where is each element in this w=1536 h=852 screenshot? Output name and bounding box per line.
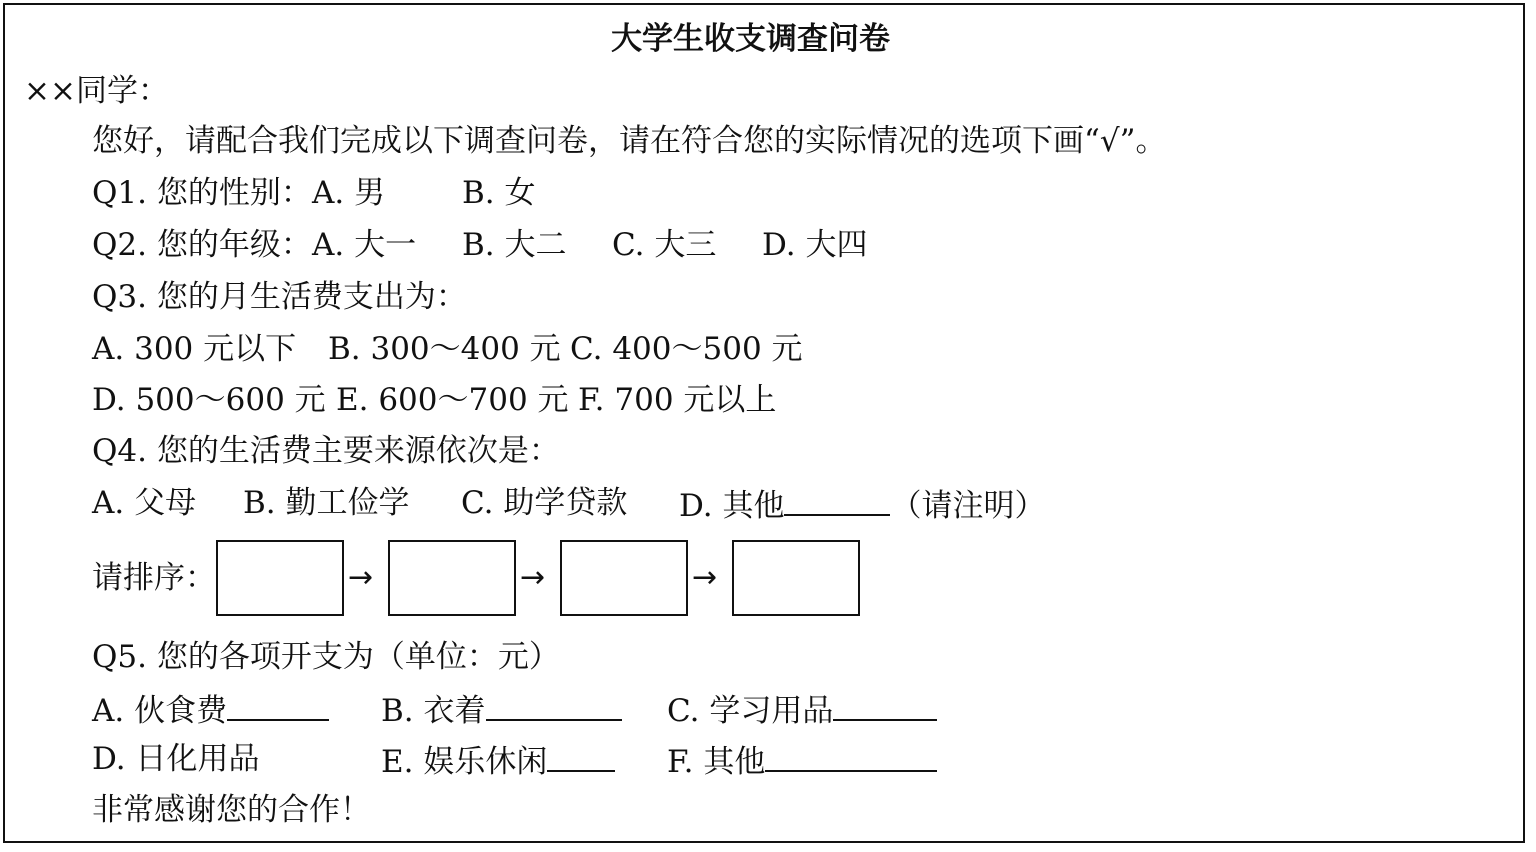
sort-box-4[interactable] bbox=[732, 540, 860, 616]
q5-item-e bbox=[381, 740, 615, 781]
sort-box-2[interactable] bbox=[388, 540, 516, 616]
greeting: ××同学： bbox=[24, 73, 169, 109]
q5-item-a-blank[interactable] bbox=[227, 689, 329, 721]
q5-item-a-label: A. 伙食费 bbox=[92, 693, 228, 729]
q5-item-b-label: B. 衣着 bbox=[381, 693, 486, 729]
q5-item-b bbox=[381, 689, 622, 730]
q4-option-d[interactable] bbox=[679, 484, 1045, 525]
q5-item-b-blank[interactable] bbox=[486, 689, 622, 721]
q5-item-a bbox=[92, 689, 329, 730]
arrow-right-icon: → bbox=[692, 560, 718, 595]
sort-box-1[interactable] bbox=[216, 540, 344, 616]
q5-item-c bbox=[667, 689, 937, 730]
q1-option-a[interactable]: A. 男 bbox=[312, 175, 386, 211]
q5-item-f-label: F. 其他 bbox=[667, 744, 766, 780]
arrow-right-icon: → bbox=[520, 560, 546, 595]
q3-option-c[interactable]: C. 400～500 元 bbox=[570, 331, 803, 367]
q2-option-a[interactable]: A. 大一 bbox=[312, 227, 417, 263]
q4-other-blank[interactable] bbox=[784, 484, 890, 516]
q1-label: Q1. 您的性别： bbox=[92, 175, 312, 211]
q5-label: Q5. 您的各项开支为（单位：元） bbox=[92, 639, 560, 675]
q4-option-d-label: D. 其他 bbox=[679, 488, 785, 524]
q5-item-f-blank[interactable] bbox=[765, 740, 937, 772]
intro-text: 您好，请配合我们完成以下调查问卷，请在符合您的实际情况的选项下画“√”。 bbox=[92, 123, 1167, 159]
q5-item-f bbox=[667, 740, 937, 781]
q4-option-b[interactable]: B. 勤工俭学 bbox=[243, 485, 410, 521]
q4-label: Q4. 您的生活费主要来源依次是： bbox=[92, 433, 560, 469]
sort-box-3[interactable] bbox=[560, 540, 688, 616]
closing-text: 非常感谢您的合作！ bbox=[92, 792, 371, 828]
q3-option-d[interactable]: D. 500～600 元 bbox=[92, 382, 326, 418]
q2-option-b[interactable]: B. 大二 bbox=[462, 227, 567, 263]
q3-label: Q3. 您的月生活费支出为： bbox=[92, 279, 467, 315]
q4-option-a[interactable]: A. 父母 bbox=[92, 485, 197, 521]
q2-label: Q2. 您的年级： bbox=[92, 227, 312, 263]
q5-item-d bbox=[92, 740, 259, 778]
q2-option-d[interactable]: D. 大四 bbox=[762, 227, 868, 263]
q5-item-c-blank[interactable] bbox=[833, 689, 937, 721]
page-title: 大学生收支调查问卷 bbox=[611, 21, 890, 57]
q4-other-note: （请注明） bbox=[890, 488, 1046, 524]
q5-item-c-label: C. 学习用品 bbox=[667, 693, 834, 729]
q3-option-a[interactable]: A. 300 元以下 bbox=[92, 331, 297, 367]
arrow-right-icon: → bbox=[348, 560, 374, 595]
q3-option-e[interactable]: E. 600～700 元 bbox=[336, 382, 569, 418]
q2-option-c[interactable]: C. 大三 bbox=[612, 227, 717, 263]
sort-label: 请排序： bbox=[92, 560, 216, 596]
q1-option-b[interactable]: B. 女 bbox=[462, 175, 536, 211]
q5-item-e-label: E. 娱乐休闲 bbox=[381, 744, 548, 780]
q5-item-e-blank[interactable] bbox=[547, 740, 615, 772]
q5-item-d-label: D. 日化用品 bbox=[92, 741, 260, 777]
q3-option-f[interactable]: F. 700 元以上 bbox=[578, 382, 777, 418]
q4-option-c[interactable]: C. 助学贷款 bbox=[461, 485, 628, 521]
q3-option-b[interactable]: B. 300～400 元 bbox=[328, 331, 561, 367]
